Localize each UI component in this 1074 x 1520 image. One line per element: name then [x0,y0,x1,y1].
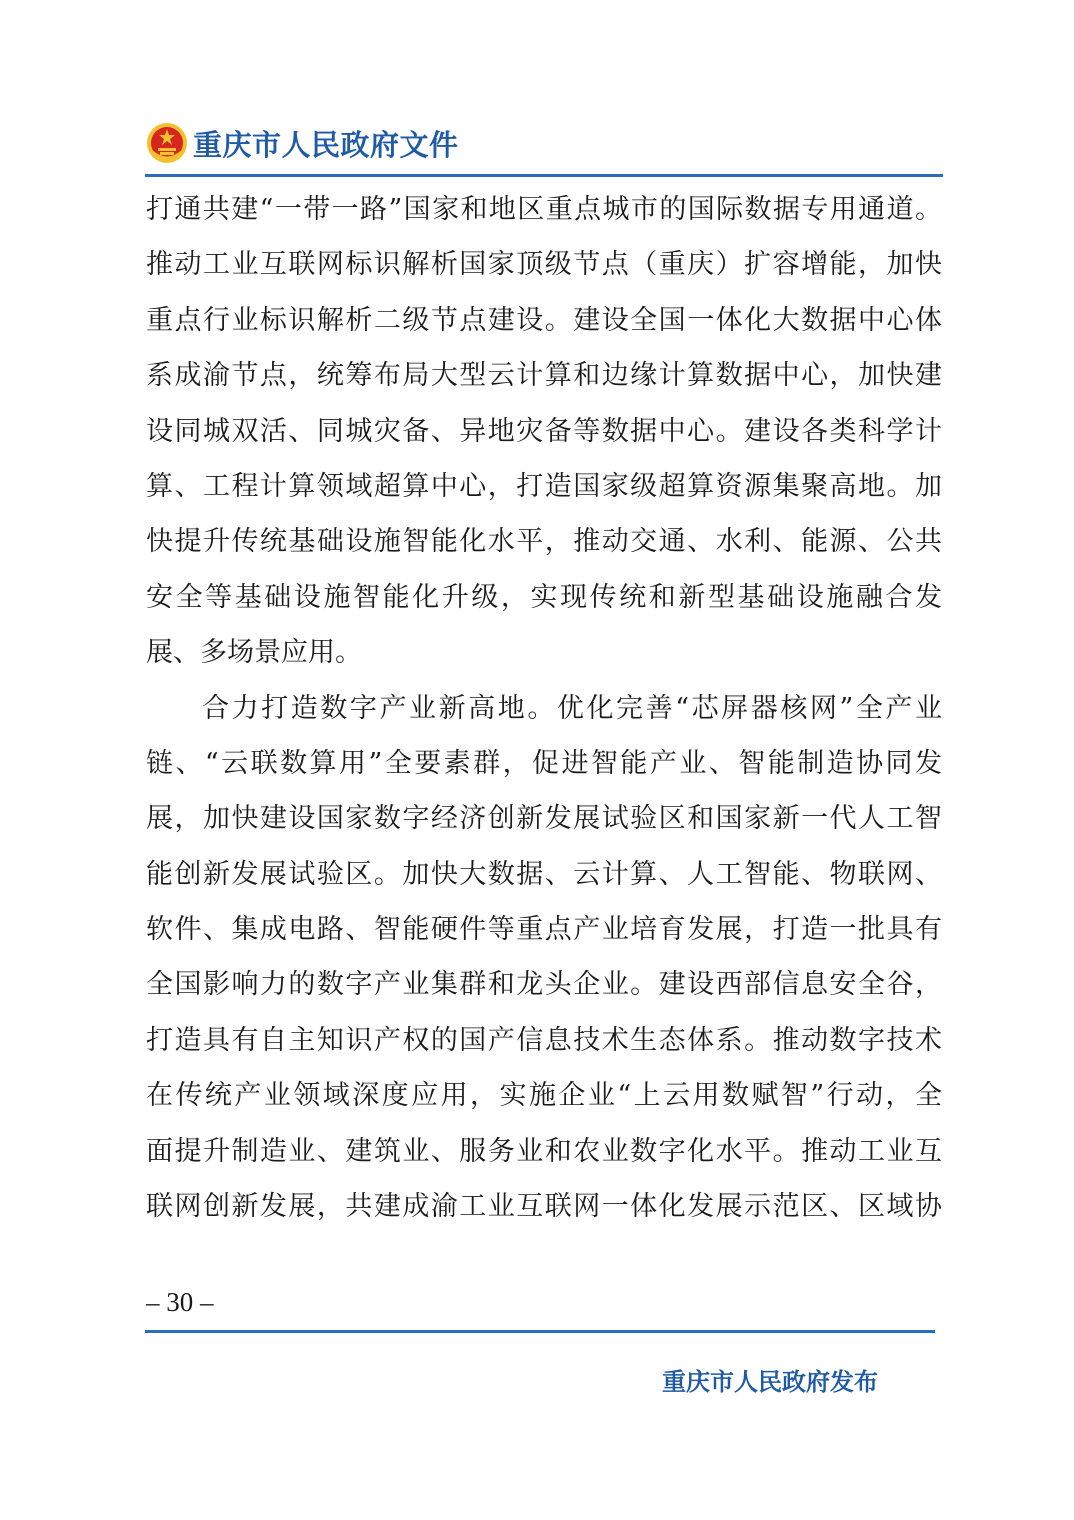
body-line: 展、多场景应用。 [146,637,362,669]
page-number: – 30 – [146,1287,214,1317]
body-line: 推动工业互联网标识解析国家顶级节点（重庆）扩容增能，加快 [146,249,942,281]
footer-divider [145,1330,935,1333]
body-line: 链、“云联数算用”全要素群，促进智能产业、智能制造协同发 [146,747,942,779]
header-title: 重庆市人民政府文件 [193,127,459,162]
body-line: 在传统产业领域深度应用，实施企业“上云用数赋智”行动，全 [146,1080,942,1112]
body-line: 快提升传统基础设施智能化水平，推动交通、水利、能源、公共 [146,526,942,558]
body-line: 打通共建“一带一路”国家和地区重点城市的国际数据专用通道。 [146,194,942,225]
body-line: 重点行业标识解析二级节点建设。建设全国一体化大数据中心体 [146,304,942,336]
body-line: 打造具有自主知识产权的国产信息技术生态体系。推动数字技术 [146,1024,942,1056]
header-divider [145,174,943,177]
document-body [146,182,942,1234]
body-line: 能创新发展试验区。加快大数据、云计算、人工智能、物联网、 [146,858,942,890]
body-line: 面提升制造业、建筑业、服务业和农业数字化水平。推动工业互 [146,1135,942,1167]
body-line: 全国影响力的数字产业集群和龙头企业。建设西部信息安全谷， [146,969,942,1001]
footer-publisher: 重庆市人民政府发布 [662,1368,878,1396]
body-line: 设同城双活、同城灾备、异地灾备等数据中心。建设各类科学计 [146,415,942,447]
body-line: 系成渝节点，统筹布局大型云计算和边缘计算数据中心，加快建 [146,360,942,392]
document-header [145,118,459,168]
body-line: 展，加快建设国家数字经济创新发展试验区和国家新一代人工智 [146,803,942,835]
national-emblem-icon [145,121,189,165]
body-line: 算、工程计算领域超算中心，打造国家级超算资源集聚高地。加 [146,470,942,502]
body-line: 合力打造数字产业新高地。优化完善“芯屏器核网”全产业 [202,692,942,724]
body-line: 软件、集成电路、智能硬件等重点产业培育发展，打造一批具有 [146,914,942,946]
body-line: 安全等基础设施智能化升级，实现传统和新型基础设施融合发 [146,581,942,613]
body-line: 联网创新发展，共建成渝工业互联网一体化发展示范区、区域协 [146,1191,942,1223]
